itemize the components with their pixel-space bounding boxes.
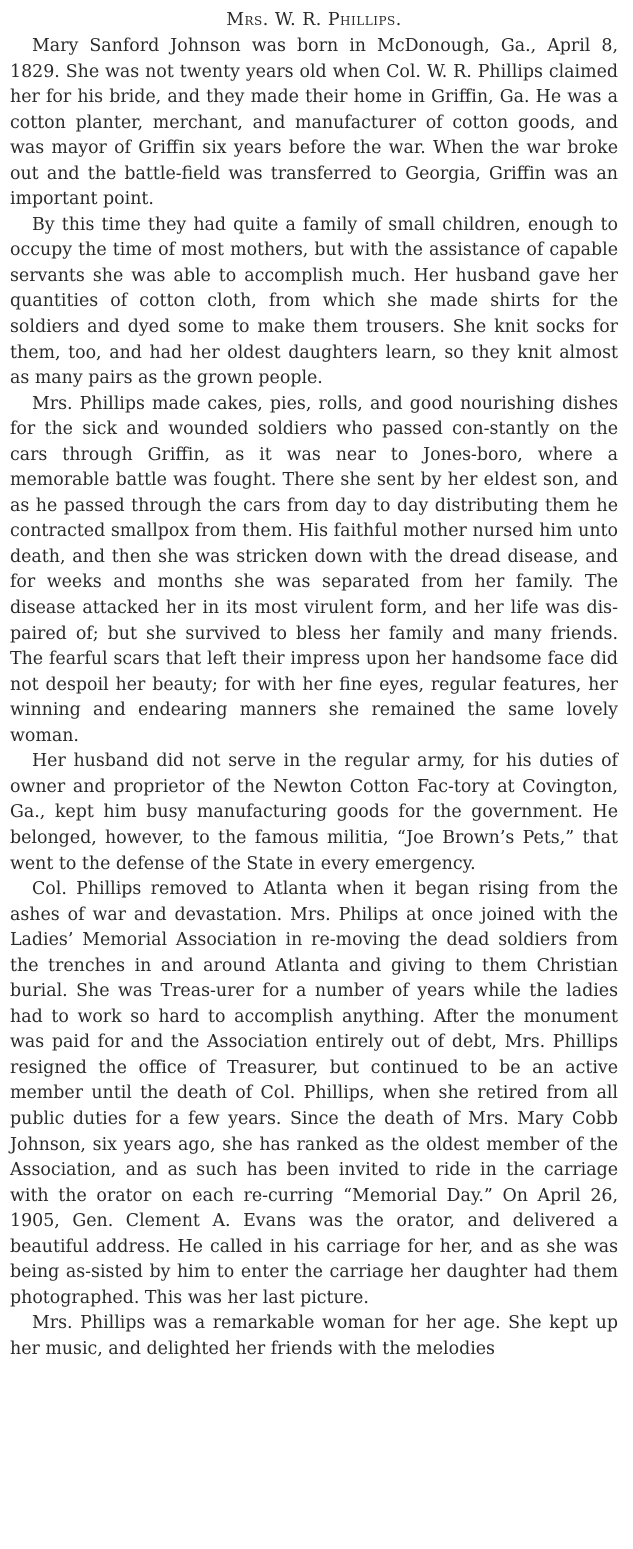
- paragraph-music: Mrs. Phillips was a remarkable woman for her age. She kept up her music, and delighted her friends with the melodies: [10, 1313, 618, 1359]
- document-page: [10, 6, 618, 1362]
- paragraph-husband-service: Her husband did not serve in the regular army, for his duties of owner and proprietor of the Newton Cotton Fac-tory at Covington, Ga., kept him busy manufacturing goods for the government. He belonged, however, to the famous militia, “Joe Brown’s Pets,” that went to the defense of the State in every emergency.: [10, 751, 618, 874]
- paragraph-birth-and-marriage: Mary Sanford Johnson was born in McDonough, Ga., April 8, 1829. She was not twenty years old when Col. W. R. Phillips claimed her for his bride, and they made their home in Griffin, Ga. He was a cotton planter, merchant, and manufacturer of cotton goods, and was mayor of Griffin six years before the war. When the war broke out and the battle-field was transferred to Georgia, Griffin was an important point.: [10, 36, 618, 210]
- paragraph-nursing-and-illness: Mrs. Phillips made cakes, pies, rolls, and good nourishing dishes for the sick and wounded soldiers who passed con-stantly on the cars through Griffin, as it was near to Jones-boro, where a memorable battle was fought. There she sent by her eldest son, and as he passed through the cars from day to day distributing them he contracted smallpox from them. His faithful mother nursed him unto death, and then she was stricken down with the dread disease, and for weeks and months she was separated from her family. The disease attacked her in its most virulent form, and her life was dis-paired of; but she survived to bless her family and many friends. The fearful scars that left their impress upon her handsome face did not despoil her beauty; for with her fine eyes, regular features, her winning and endearing manners she remained the same lovely woman.: [10, 393, 618, 746]
- paragraph-family-and-war-work: By this time they had quite a family of small children, enough to occupy the time of most mothers, but with the assistance of capable servants she was able to accomplish much. Her husband gave her quantities of cotton cloth, from which she made shirts for the soldiers and dyed some to make them trousers. She knit socks for them, too, and had her oldest daughters learn, so they knit almost as many pairs as the grown people.: [10, 214, 618, 389]
- paragraph-memorial-association: Col. Phillips removed to Atlanta when it began rising from the ashes of war and devastation. Mrs. Philips at once joined with the Ladies’ Memorial Association in re-moving the dead soldiers from the trenches in and around Atlanta and giving to them Christian burial. She was Treas-urer for a number of years while the ladies had to work so hard to accomplish anything. After the monument was paid for and the Association entirely out of debt, Mrs. Phillips resigned the office of Treasurer, but continued to be an active member until the death of Col. Phillips, when she retired from all public duties for a few years. Since the death of Mrs. Mary Cobb Johnson, six years ago, she has ranked as the oldest member of the Association, and as such has been invited to ride in the carriage with the orator on each re-curring “Memorial Day.” On April 26, 1905, Gen. Clement A. Evans was the orator, and delivered a beautiful address. He called in his carriage for her, and as she was being as-sisted by him to enter the carriage her daughter had them photographed. This was her last picture.: [10, 879, 618, 1308]
- article-title: Mrs. W. R. Phillips.: [226, 10, 402, 30]
